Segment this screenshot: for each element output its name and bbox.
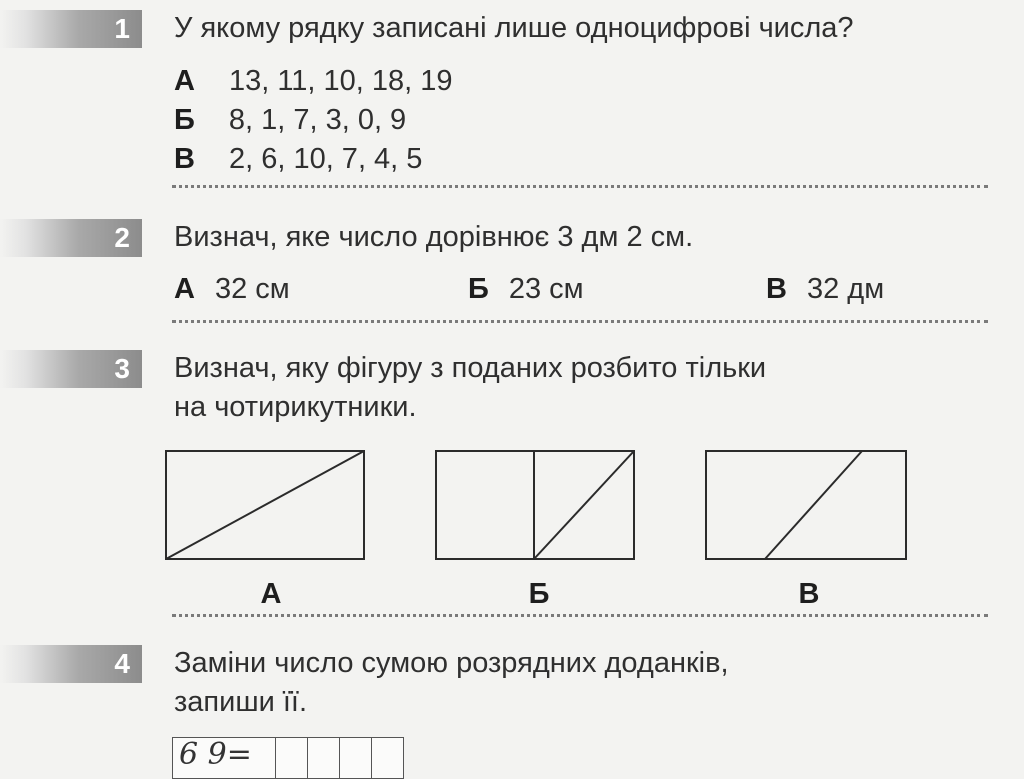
task-2-option-c[interactable]	[766, 271, 884, 307]
figure-a[interactable]	[166, 451, 364, 559]
task-2-number-bar	[0, 219, 142, 257]
option-letter: В	[174, 143, 195, 175]
answer-cell[interactable]	[371, 738, 403, 778]
option-letter: Б	[174, 104, 195, 136]
option-letter: В	[766, 273, 787, 305]
option-text: 32 дм	[806, 273, 885, 305]
task-1-number: 1	[114, 13, 130, 44]
task-3-number-bar	[0, 350, 142, 388]
task-2-option-b[interactable]	[468, 271, 584, 307]
option-text: 8, 1, 7, 3, 0, 9	[228, 104, 407, 136]
task-2-option-a[interactable]	[174, 271, 290, 307]
figure-c-label: В	[798, 578, 820, 610]
task-3-question-line-2: на чотирикутники.	[174, 391, 417, 423]
separator	[172, 614, 988, 617]
task-3-number: 3	[114, 353, 130, 384]
task-4-question-line-1: Заміни число сумою розрядних доданків,	[174, 647, 729, 679]
option-letter: А	[174, 273, 195, 305]
option-letter: А	[174, 65, 195, 97]
task-1-number-bar	[0, 10, 142, 48]
option-text: 23 см	[508, 273, 584, 305]
task-3-question-line-1: Визнач, яку фігуру з поданих розбито тільки	[174, 352, 767, 384]
task-1-option-c[interactable]	[174, 141, 422, 177]
handwritten-expression: 6 9=	[179, 737, 252, 772]
separator	[172, 320, 988, 323]
task-4-number: 4	[114, 648, 130, 679]
task-1-question: У якому рядку записані лише одноцифрові числа?	[174, 12, 854, 44]
task-1-option-a[interactable]	[174, 63, 453, 99]
task-4-answer-grid[interactable]	[172, 737, 404, 779]
task-2-number: 2	[114, 222, 130, 253]
answer-cell[interactable]	[307, 738, 339, 778]
figure-b[interactable]	[436, 451, 634, 559]
answer-cell[interactable]	[339, 738, 371, 778]
option-text: 13, 11, 10, 18, 19	[228, 65, 453, 97]
task-3-figures	[160, 445, 920, 570]
figure-a-label: А	[260, 578, 282, 610]
separator	[172, 185, 988, 188]
figure-b-label: Б	[528, 578, 550, 610]
answer-cell[interactable]	[275, 738, 307, 778]
option-letter: Б	[468, 273, 489, 305]
task-1-option-b[interactable]	[174, 102, 406, 138]
task-4-question-line-2: запиши її.	[174, 686, 308, 718]
task-2-question: Визнач, яке число дорівнює 3 дм 2 см.	[174, 221, 694, 253]
option-text: 32 см	[214, 273, 290, 305]
figure-c[interactable]	[706, 451, 906, 559]
option-text: 2, 6, 10, 7, 4, 5	[228, 143, 423, 175]
task-4-number-bar	[0, 645, 142, 683]
